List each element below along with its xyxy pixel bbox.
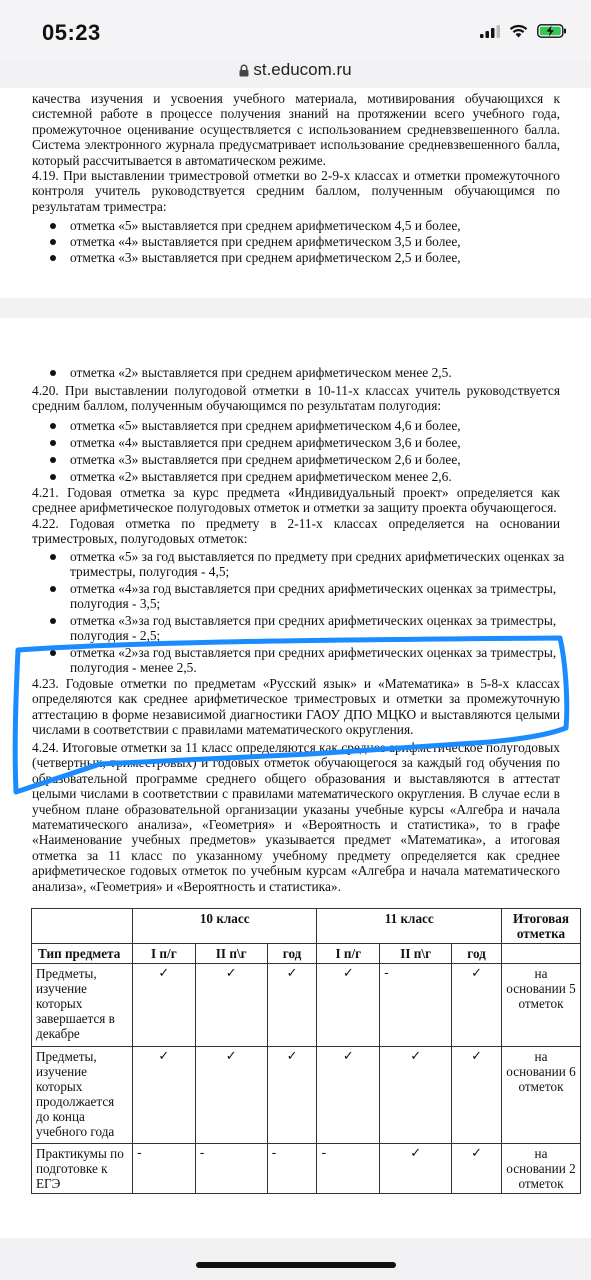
- subheader: I п/г: [133, 944, 196, 964]
- grade-mark: ✓: [267, 964, 317, 1047]
- subheader: I п/г: [317, 944, 380, 964]
- grade-mark: ✓: [133, 1047, 196, 1144]
- row-type: Предметы, изучение которых продолжается до конца учебного года: [32, 1047, 133, 1144]
- grade-mark: ✓: [317, 1047, 380, 1144]
- grade-mark: -: [317, 1144, 380, 1194]
- clock: 05:23: [42, 20, 101, 45]
- subheader: год: [452, 944, 502, 964]
- grade-mark: ✓: [267, 1047, 317, 1144]
- paragraph-4-24: 4.24. Итоговые отметки за 11 класс определяются как среднее арифметическое полугодовых (четвертных, триместровых) и годовых отметок обучающегося за каждый год обучения по образовательной программе среднего общего образования и выставляются в аттестат целыми числами в соответствии с правилами математического округления. В случае если в учебном плане образовательной организации указаны учебные курсы «Алгебра и начала математического анализа», «Геометрия» и «Вероятность и статистика», то в графе «Наименование учебных предметов» указывается предмет «Математика», а итоговая отметка за 11 класс по указанному учебному предмету определяется как среднее арифметическое годовых отметок по учебным курсам «Алгебра и начала математического анализа», «Геометрия» и «Вероятность и статистика».: [32, 740, 560, 894]
- grade-mark: -: [133, 1144, 196, 1194]
- paragraph-intro: качества изучения и усвоения учебного материала, мотивирования обучающихся к системной работе в процессе получения знаний на протяжении всего учебного года, промежуточное оценивание осуществляется с использованием средневзвешенного балла. Система электронного журнала предусматривает использование средневзвешенного балла, который рассчитывается в автоматическом режиме.: [32, 91, 560, 168]
- url-text: st.educom.ru: [253, 60, 352, 79]
- grade-mark: ✓: [317, 964, 380, 1047]
- final-note: на основании 5 отметок: [502, 964, 581, 1047]
- grade-mark: ✓: [452, 1047, 502, 1144]
- paragraph-4-20: 4.20. При выставлении полугодовой отметки в 10-11-х классах учитель руководствуется средним баллом, полученным обучающимся по результатам полугодия:: [32, 383, 560, 414]
- home-indicator[interactable]: [196, 1262, 396, 1268]
- grade-mark: ✓: [452, 1144, 502, 1194]
- table-row: [32, 1047, 581, 1144]
- subheader: II п\г: [195, 944, 267, 964]
- grade-mark: -: [267, 1144, 317, 1194]
- grades-table: [31, 908, 581, 1194]
- row-type: Практикумы по подготовке к ЕГЭ: [32, 1144, 133, 1194]
- document-page-1: качества изучения и усвоения учебного материала, мотивирования обучающихся к системной работе в процессе получения знаний на протяжении всего учебного года, промежуточное оценивание осуществляется с использованием средневзвешенного балла. Система электронного журнала предусматривает использование средневзвешенного балла, который рассчитывается в автоматическом режиме. 4.19. При выставлении триместровой отметки во 2-9-х классах и отметки промежуточного контроля учитель руководствуется средним баллом, полученным обучающимся по результатам триместра: отметка «5» выставляется при среднем арифметическом 4,5 и более, отметка «4» выставляется при среднем арифметическом 3,5 и более, отметка «3» выставляется при среднем арифметическом 2,5 и более,: [0, 88, 591, 298]
- address-bar[interactable]: [0, 60, 591, 90]
- table-row: [32, 1144, 581, 1194]
- header-11-class: 11 класс: [317, 909, 502, 944]
- lock-icon: [239, 64, 249, 77]
- paragraph-4-23: 4.23. Годовые отметки по предметам «Русский язык» и «Математика» в 5-8-х классах определяются как среднее арифметическое триместровых и отметки за промежуточную аттестацию в форме независимой диагностики ГАОУ ДПО МЦКО и выставляются целыми числами в соответствии с правилами математического округления.: [32, 676, 560, 738]
- paragraph-4-19: 4.19. При выставлении триместровой отметки во 2-9-х классах и отметки промежуточного контроля учитель руководствуется средним баллом, полученным обучающимся по результатам триместра:: [32, 168, 560, 214]
- document-page-2: отметка «2» выставляется при среднем арифметическом менее 2,5. 4.20. При выставлении полугодовой отметки в 10-11-х классах учитель руководствуется средним баллом, полученным обучающимся по результатам полугодия: отметка «5» выставляется при среднем арифметическом 4,6 и более, отметка «4» выставляется при среднем арифметическом 3,6 и более, отметка «3» выставляется при среднем арифметическом 2,6 и более, отметка «2» выставляется при среднем арифметическом менее 2,6. 4.21. Годовая отметка за курс предмета «Индивидуальный проект» определяется как среднее арифметическое полугодовых отметок и отметки за защиту проекта обучающегося. 4.22. Годовая отметка по предмету в 2-11-х классах определяется на основании триместровых, полугодовых отметок: отметка «5» за год выставляется по предмету при средних арифметических оценках за триместры, полугодия - 4,5; отметка «4»за год выставляется при средних арифметических оценках за триместры, полугодия - 3,5; отметка «3»за год выставляется при средних арифметических оценках за триместры, полугодия - 2,5; отметка «2»за год выставляется при средних арифметических оценках за триместры, полугодия - менее 2,5. 4.23. Годовые отметки по предметам «Русский язык» и «Математика» в 5-8-х классах определяются как среднее арифметическое триместровых и отметки за промежуточную аттестацию в форме независимой диагностики ГАОУ ДПО МЦКО и выставляются целыми числами в соответствии с правилами математического округления. 4.24. Итоговые отметки за 11 класс определяются как среднее арифметическое полугодовых (четвертных, триместровых) и годовых отметок обучающегося за каждый год обучения по образовательной программе среднего общего образования и выставляются в аттестат целыми числами в соответствии с правилами математического округления. В случае если в учебном плане образовательной организации указаны учебные курсы «Алгебра и начала математического анализа», «Геометрия» и «Вероятность и статистика», то в графе «Наименование учебных предметов» указывается предмет «Математика», а итоговая отметка за 11 класс по указанному учебному предмету определяется как среднее арифметическое годовых отметок по учебным курсам «Алгебра и начала математического анализа», «Геометрия» и «Вероятность и статистика».: [0, 318, 591, 1238]
- grade-mark: ✓: [380, 1047, 452, 1144]
- status-icons: [480, 24, 567, 38]
- subheader: год: [267, 944, 317, 964]
- final-note: на основании 6 отметок: [502, 1047, 581, 1144]
- grade-mark: ✓: [195, 964, 267, 1047]
- grade-mark: ✓: [195, 1047, 267, 1144]
- header-subject-type: Тип предмета: [32, 944, 133, 964]
- final-note: на основании 2 отметок: [502, 1144, 581, 1194]
- signal-icon: [480, 25, 500, 38]
- header-10-class: 10 класс: [133, 909, 317, 944]
- paragraph-4-22: 4.22. Годовая отметка по предмету в 2-11-х классах определяется на основании триместровых, полугодовых отметок:: [32, 516, 560, 547]
- grade-mark: -: [195, 1144, 267, 1194]
- subheader: II п\г: [380, 944, 452, 964]
- wifi-icon: [509, 24, 528, 38]
- row-type: Предметы, изучение которых завершается в декабре: [32, 964, 133, 1047]
- paragraph-4-21: 4.21. Годовая отметка за курс предмета «Индивидуальный проект» определяется как среднее арифметическое полугодовых отметок и отметки за защиту проекта обучающегося.: [32, 485, 560, 516]
- grade-mark: ✓: [452, 964, 502, 1047]
- battery-charging-icon: [537, 24, 567, 38]
- grade-mark: ✓: [380, 1144, 452, 1194]
- status-bar: [0, 0, 591, 60]
- grade-mark: -: [380, 964, 452, 1047]
- grade-mark: ✓: [133, 964, 196, 1047]
- header-final-grade: Итоговая отметка: [502, 909, 581, 944]
- table-row: [32, 964, 581, 1047]
